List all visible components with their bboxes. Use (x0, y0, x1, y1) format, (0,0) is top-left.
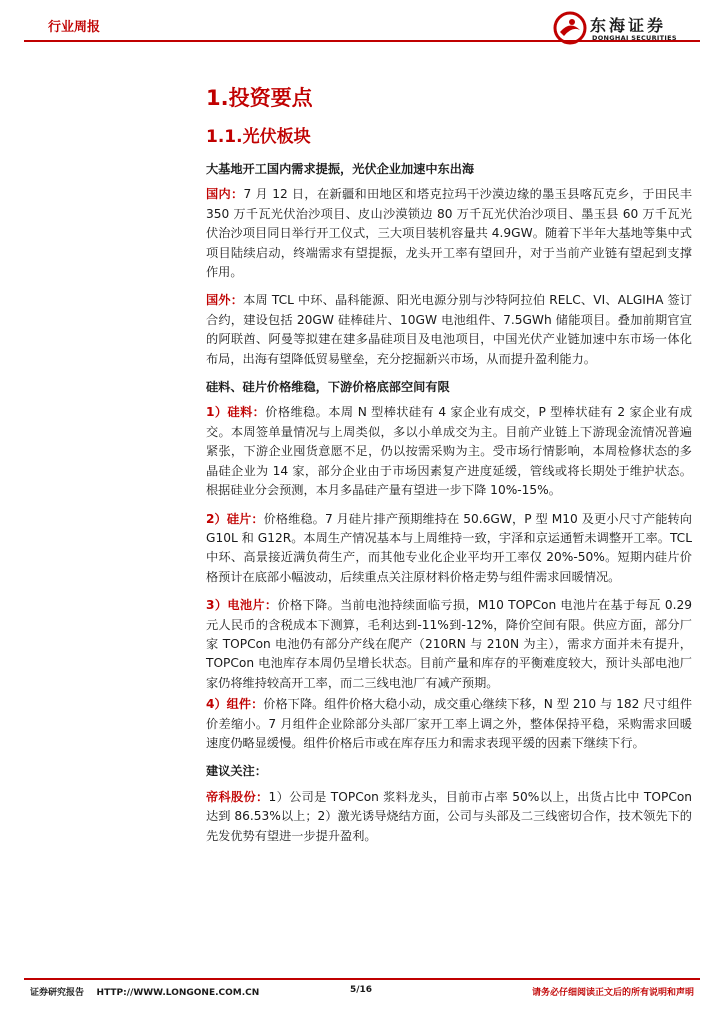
wafer-label: 2）硅片： (206, 511, 264, 526)
wafer-paragraph (206, 510, 692, 588)
domestic-paragraph (206, 185, 692, 282)
demand-subtitle: 大基地开工国内需求提振，光伏企业加速中东出海 (206, 162, 475, 176)
footer-disclaimer: 请务必仔细阅读正文后的所有说明和声明 (531, 988, 694, 998)
company-logo (552, 10, 692, 50)
wafer-text: 价格维稳。7 月硅片排产预期维持在 50.6GW，P 型 M10 及更小尺寸产能转向 G10L 和 G12R。本周生产情况基本与上周维持一致，宇泽和京运通暂未调整开工率。TCL 中环、高景接近满负荷生产，而其他专业化企业平均开工率仅 20%-50%。短期内硅片价格预计在底部小幅波动，后续重点关注原材料价格走势与组件需求回暖情况。 (206, 511, 692, 584)
recommend-paragraph (206, 788, 692, 846)
cell-text: 价格下降。当前电池持续面临亏损，M10 TOPCon 电池片在基于每瓦 0.29 元人民币的含税成本下测算，毛利达到-11%到-12%，降价空间有限。供应方面，部分厂家 TOPCon 电池仍有部分产线在爬产（210RN 与 210N 为主），需求方面并未有提升，TOPCon 电池库存本周仍呈增长状态。目前产量和库存的平衡难度较大，预计头部电池厂家仍将维持较高开工率，而二三线电池厂有减产预期。 (206, 598, 693, 690)
module-paragraph (206, 695, 692, 753)
subsection-heading: 1.1.光伏板块 (206, 127, 311, 147)
footer-divider (24, 978, 700, 980)
section-heading: 1.投资要点 (206, 86, 313, 110)
overseas-text: 本周 TCL 中环、晶科能源、阳光电源分别与沙特阿拉伯 RELC、VI、ALGIHA 签订合约，建设包括 20GW 硅棒硅片、10GW 电池组件、7.5GWh 储能项目。叠加前期官宣的阿联酋、阿曼等拟建在建多晶硅项目及电池项目，中国光伏产业链加速中东市场一体化布局，出海有望降低贸易壁垒，充分挖掘新兴市场，从而提升盈利能力。 (206, 293, 693, 366)
polysilicon-paragraph (206, 403, 692, 500)
domestic-label: 国内： (206, 187, 244, 202)
cell-label: 3）电池片： (206, 598, 278, 613)
logo-english-name: DONGHAI SECURITIES (592, 34, 677, 42)
cell-paragraph (206, 596, 692, 693)
page-number: 5/16 (350, 985, 373, 995)
overseas-label: 国外： (206, 293, 244, 308)
company-text: 1）公司是 TOPCon 浆料龙头，目前市占率 50%以上，出货占比中 TOPCon 达到 86.53%以上；2）激光诱导烧结方面，公司与头部及二三线密切合作，技术领先下的先发优势有望进一步提升盈利。 (206, 789, 693, 843)
company-label: 帝科股份： (206, 789, 269, 804)
report-type-tag: 行业周报 (48, 20, 101, 35)
recommend-subtitle: 建议关注： (206, 764, 267, 779)
polysilicon-text: 价格维稳。本周 N 型棒状硅有 4 家企业有成交，P 型棒状硅有 2 家企业有成交。本周签单量情况与上周类似，多以小单成交为主。目前产业链上下游现金流情况普遍紧张，下游企业囤货意愿不足，仍以按需采购为主。受市场行情影响，本周检修状态的多晶硅企业为 14 家，部分企业由于市场因素复产进度延缓，管线或将长期处于维护状态。根据硅业分会预测，本月多晶硅产量有望进一步下降 10%-15%。 (206, 405, 693, 498)
logo-chinese-name: 东海证券 (590, 16, 667, 35)
polysilicon-label: 1）硅料： (206, 405, 266, 420)
domestic-text: 7 月 12 日，在新疆和田地区和塔克拉玛干沙漠边缘的墨玉县喀瓦克乡，于田民丰 350 万千瓦光伏治沙项目、皮山沙漠锁边 80 万千瓦光伏治沙项目、墨玉县 60 万千瓦光伏治沙项目同日举行开工仪式，三大项目装机容量共 4.9GW。随着下半年大基地等集中式项目陆续启动，终端需求有望提振，龙头开工率有望回升，对于当前产业链有望起到支撑作用。 (206, 187, 693, 280)
overseas-paragraph (206, 291, 692, 369)
logo-emblem-icon (552, 10, 588, 46)
module-label: 4）组件： (206, 697, 264, 712)
footer-source: 证券研究报告 HTTP://WWW.LONGONE.COM.CN (30, 988, 260, 998)
price-subtitle: 硅料、硅片价格维稳，下游价格底部空间有限 (206, 380, 450, 395)
module-text: 价格下降。组件价格大稳小动，成交重心继续下移，N 型 210 与 182 尺寸组件价差缩小。7 月组件企业除部分头部厂家开工率上调之外，整体保持平稳，采购需求回暖速度仍略显缓慢。组件价格后市或在库存压力和需求表现平缓的因素下继续下行。 (206, 697, 693, 750)
report-body (206, 160, 692, 855)
